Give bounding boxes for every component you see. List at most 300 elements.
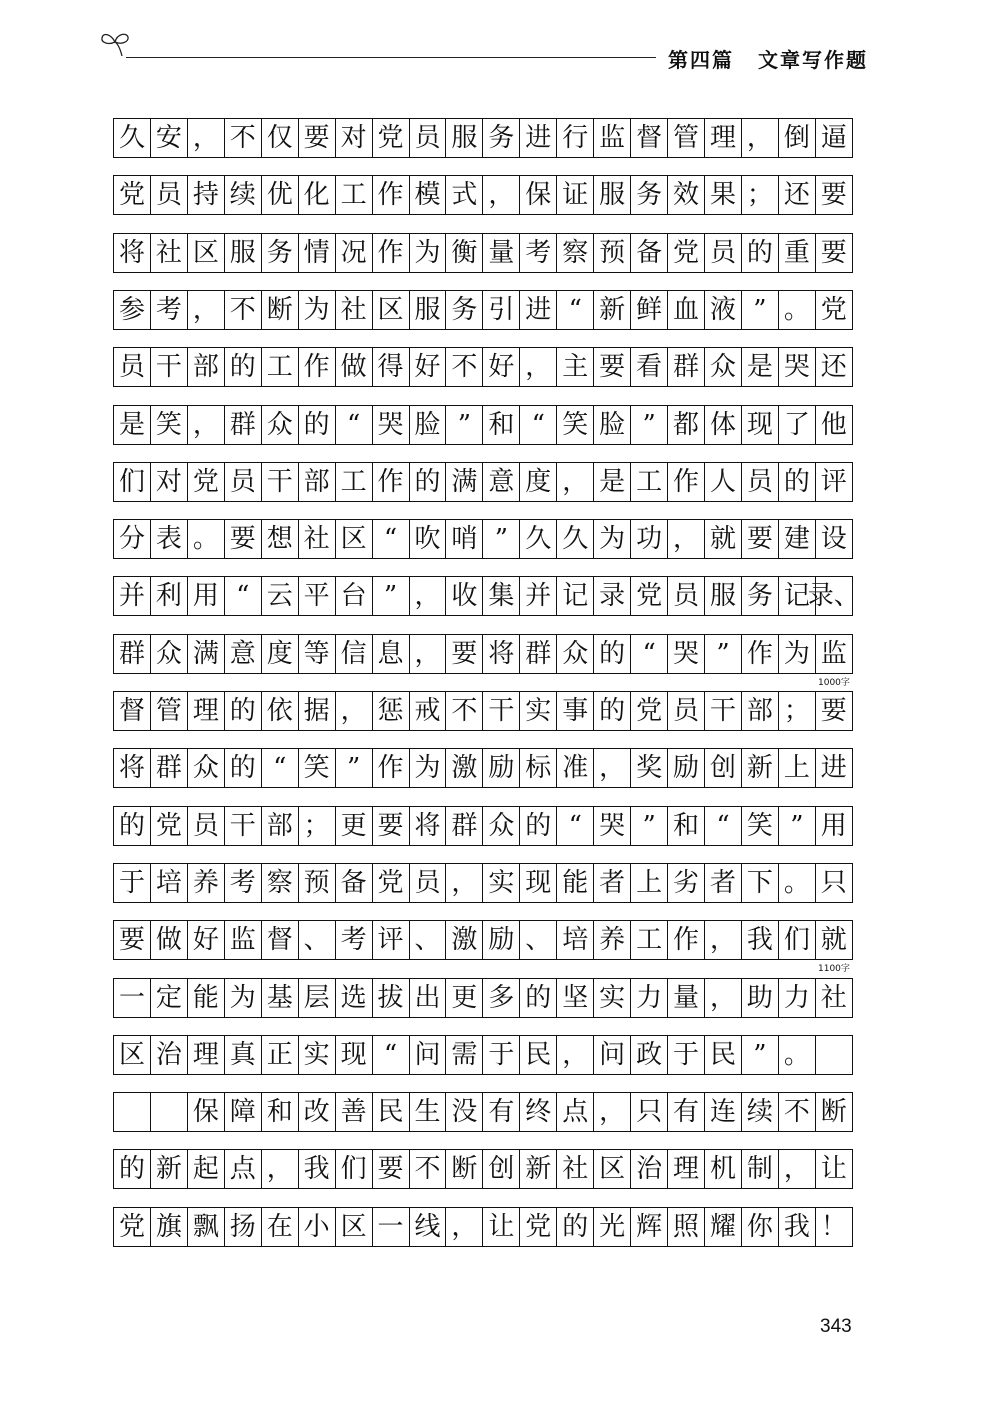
grid-cell: 于: [668, 1036, 705, 1074]
grid-cell: 要: [816, 692, 853, 730]
grid-cell: 创: [483, 1150, 520, 1188]
grid-cell: 服: [410, 291, 447, 329]
grid-cell: 们: [336, 1150, 373, 1188]
grid-cell: 要: [742, 520, 779, 558]
grid-cell: 情: [299, 234, 336, 272]
grid-cell: ，: [446, 864, 483, 902]
grid-cell: 点: [225, 1150, 262, 1188]
grid-cell: 进: [520, 291, 557, 329]
grid-cell: 我: [779, 1208, 816, 1246]
grid-cell: 监: [225, 921, 262, 959]
grid-row: [113, 405, 853, 445]
grid-cell: 不: [446, 348, 483, 386]
grid-cell: 安: [151, 119, 188, 157]
grid-cell: 党: [631, 577, 668, 615]
grid-cell: 为: [410, 749, 447, 787]
grid-cell: 干: [262, 463, 299, 501]
grid-cell: ，: [594, 749, 631, 787]
grid-cell: ”: [446, 406, 483, 444]
grid-cell: 督: [631, 119, 668, 157]
grid-cell: 社: [151, 234, 188, 272]
grid-cell: 要: [816, 234, 853, 272]
grid-cell: 鲜: [631, 291, 668, 329]
grid-cell: 能: [557, 864, 594, 902]
grid-cell: 脸: [594, 406, 631, 444]
grid-cell: 工: [631, 921, 668, 959]
grid-cell: 养: [594, 921, 631, 959]
grid-cell: 要: [446, 635, 483, 673]
grid-cell: 不: [410, 1150, 447, 1188]
grid-cell: 现: [336, 1036, 373, 1074]
grid-cell: 服: [446, 119, 483, 157]
grid-cell: 社: [557, 1150, 594, 1188]
grid-cell: 察: [557, 234, 594, 272]
grid-cell: 飘: [188, 1208, 225, 1246]
grid-cell: ，: [188, 291, 225, 329]
grid-cell: 作: [668, 463, 705, 501]
grid-cell: 你: [742, 1208, 779, 1246]
grid-cell: “: [373, 520, 410, 558]
grid-cell: 了: [779, 406, 816, 444]
grid-cell: “: [225, 577, 262, 615]
grid-row: [113, 1149, 853, 1189]
grid-cell: 参: [114, 291, 151, 329]
grid-cell: ”: [742, 291, 779, 329]
grid-cell: 员: [151, 176, 188, 214]
grid-cell: 、: [299, 921, 336, 959]
grid-cell: 党: [520, 1208, 557, 1246]
grid-cell: 点: [557, 1093, 594, 1131]
grid-cell: 作: [299, 348, 336, 386]
grid-cell: 将: [114, 234, 151, 272]
grid-cell: 录、: [816, 577, 853, 615]
grid-cell: 群: [446, 807, 483, 845]
grid-cell: 区: [373, 291, 410, 329]
grid-cell: 。: [188, 520, 225, 558]
grid-cell: 察: [262, 864, 299, 902]
grid-row: [113, 863, 853, 903]
grid-cell: 改: [299, 1093, 336, 1131]
grid-cell: 群: [151, 749, 188, 787]
grid-cell: 哭: [373, 406, 410, 444]
grid-cell: 果: [705, 176, 742, 214]
grid-cell: 实: [299, 1036, 336, 1074]
grid-row: [113, 806, 853, 846]
grid-cell: 区: [336, 520, 373, 558]
grid-cell: 息: [373, 635, 410, 673]
grid-cell: 意: [483, 463, 520, 501]
grid-cell: 连: [705, 1093, 742, 1131]
grid-cell: 云: [262, 577, 299, 615]
grid-cell: 员: [668, 577, 705, 615]
grid-cell: “: [557, 807, 594, 845]
grid-cell: ”: [631, 406, 668, 444]
grid-cell: 耀: [705, 1208, 742, 1246]
grid-cell: 他: [816, 406, 853, 444]
grid-cell: 分: [114, 520, 151, 558]
grid-cell: 治: [631, 1150, 668, 1188]
grid-cell: 能: [188, 979, 225, 1017]
grid-cell: 务: [483, 119, 520, 157]
grid-cell: 群: [114, 635, 151, 673]
grid-cell: 要: [373, 1150, 410, 1188]
grid-cell: 理: [188, 1036, 225, 1074]
grid-cell: 治: [151, 1036, 188, 1074]
grid-cell: 久: [557, 520, 594, 558]
grid-cell: 新: [742, 749, 779, 787]
grid-cell: ，: [594, 1093, 631, 1131]
grid-cell: 务: [742, 577, 779, 615]
grid-cell: “: [373, 1036, 410, 1074]
grid-cell: 保: [520, 176, 557, 214]
grid-cell: 为: [299, 291, 336, 329]
grid-cell: 工: [336, 463, 373, 501]
grid-cell: 评: [816, 463, 853, 501]
grid-cell: 没: [446, 1093, 483, 1131]
grid-cell: “: [557, 291, 594, 329]
grid-cell: 要: [299, 119, 336, 157]
grid-cell: 力: [631, 979, 668, 1017]
grid-cell: 区: [336, 1208, 373, 1246]
grid-cell: 功: [631, 520, 668, 558]
grid-cell: 模: [410, 176, 447, 214]
grid-cell: 还: [816, 348, 853, 386]
grid-cell: 满: [446, 463, 483, 501]
grid-cell: 据: [299, 692, 336, 730]
grid-cell: 多: [483, 979, 520, 1017]
part-label: 第四篇: [668, 48, 734, 72]
grid-cell: 续: [742, 1093, 779, 1131]
grid-cell: 作: [373, 176, 410, 214]
grid-cell: 笑: [299, 749, 336, 787]
grid-cell: 考: [520, 234, 557, 272]
grid-cell: 政: [631, 1036, 668, 1074]
grid-cell: 。: [779, 1036, 816, 1074]
grid-row: [113, 748, 853, 788]
grid-cell: 等: [299, 635, 336, 673]
grid-cell: 激: [446, 921, 483, 959]
grid-cell: 更: [336, 807, 373, 845]
grid-row: [113, 519, 853, 559]
grid-cell: 笑: [557, 406, 594, 444]
grid-cell: 度: [520, 463, 557, 501]
grid-cell: 服: [594, 176, 631, 214]
chapter-title: 文章写作题: [758, 48, 868, 72]
grid-cell: 小: [299, 1208, 336, 1246]
grid-cell: 好: [188, 921, 225, 959]
grid-cell: 久: [114, 119, 151, 157]
grid-cell: 党: [816, 291, 853, 329]
header-rule: [126, 57, 656, 58]
grid-cell: 记: [557, 577, 594, 615]
grid-cell: 不: [225, 291, 262, 329]
grid-cell: 养: [188, 864, 225, 902]
grid-cell: ”: [705, 635, 742, 673]
grid-cell: 党: [151, 807, 188, 845]
grid-cell: 员: [225, 463, 262, 501]
grid-cell: 者: [705, 864, 742, 902]
grid-cell: 只: [631, 1093, 668, 1131]
grid-cell: 进: [520, 119, 557, 157]
grid-cell: 一: [114, 979, 151, 1017]
grid-cell: 群: [520, 635, 557, 673]
grid-cell: 证: [557, 176, 594, 214]
grid-cell: 的: [520, 979, 557, 1017]
grid-cell: 实: [594, 979, 631, 1017]
grid-cell: 出: [410, 979, 447, 1017]
grid-cell: 表: [151, 520, 188, 558]
grid-cell: 有: [483, 1093, 520, 1131]
grid-cell: ”: [336, 749, 373, 787]
grid-cell: 起: [188, 1150, 225, 1188]
grid-cell: 录: [594, 577, 631, 615]
grid-cell: 式: [446, 176, 483, 214]
grid-cell: 利: [151, 577, 188, 615]
grid-cell: 实: [483, 864, 520, 902]
grid-cell: 务: [446, 291, 483, 329]
grid-cell: 仅: [262, 119, 299, 157]
grid-cell: 让: [816, 1150, 853, 1188]
grid-cell: 哭: [594, 807, 631, 845]
grid-cell: ”: [742, 1036, 779, 1074]
grid-cell: “: [520, 406, 557, 444]
grid-cell: 民: [373, 1093, 410, 1131]
grid-cell: 员: [188, 807, 225, 845]
grid-cell: 民: [705, 1036, 742, 1074]
grid-cell: 重: [779, 234, 816, 272]
grid-cell: 持: [188, 176, 225, 214]
grid-row: [113, 1207, 853, 1247]
grid-row: [113, 1035, 853, 1075]
grid-cell: 众: [483, 807, 520, 845]
grid-cell: 的: [225, 692, 262, 730]
grid-cell: 设: [816, 520, 853, 558]
grid-cell: ，: [188, 119, 225, 157]
grid-cell: 理: [188, 692, 225, 730]
grid-cell: 督: [114, 692, 151, 730]
grid-cell: 定: [151, 979, 188, 1017]
grid-cell: 要: [373, 807, 410, 845]
grid-cell: 问: [410, 1036, 447, 1074]
grid-cell: 不: [225, 119, 262, 157]
grid-cell: 员: [114, 348, 151, 386]
grid-cell: 光: [594, 1208, 631, 1246]
grid-cell: 看: [631, 348, 668, 386]
grid-cell: 党: [114, 1208, 151, 1246]
grid-cell: 主: [557, 348, 594, 386]
grid-cell: 奖: [631, 749, 668, 787]
grid-cell: 党: [631, 692, 668, 730]
grid-cell: 工: [631, 463, 668, 501]
grid-cell: 断: [816, 1093, 853, 1131]
grid-cell: 拔: [373, 979, 410, 1017]
sprout-icon: [100, 26, 130, 56]
grid-cell: 要: [594, 348, 631, 386]
grid-cell: 员: [410, 119, 447, 157]
grid-cell: 社: [816, 979, 853, 1017]
grid-cell: 作: [373, 234, 410, 272]
grid-cell: 事: [557, 692, 594, 730]
grid-row: [113, 576, 860, 616]
grid-cell: 机: [705, 1150, 742, 1188]
grid-cell: 的: [114, 807, 151, 845]
grid-cell: 备: [336, 864, 373, 902]
grid-cell: 旗: [151, 1208, 188, 1246]
grid-cell: 好: [410, 348, 447, 386]
grid-cell: 我: [299, 1150, 336, 1188]
grid-cell: 上: [631, 864, 668, 902]
grid-cell: 于: [114, 864, 151, 902]
grid-cell: 劣: [668, 864, 705, 902]
grid-cell: 的: [299, 406, 336, 444]
grid-cell: 久: [520, 520, 557, 558]
grid-cell: 吹: [410, 520, 447, 558]
grid-cell: 衡: [446, 234, 483, 272]
grid-cell: 量: [668, 979, 705, 1017]
grid-cell: 的: [557, 1208, 594, 1246]
grid-cell: 将: [410, 807, 447, 845]
grid-cell: 助: [742, 979, 779, 1017]
grid-cell: ，: [188, 406, 225, 444]
grid-cell: ，: [557, 463, 594, 501]
grid-cell: 新: [520, 1150, 557, 1188]
grid-cell: 并: [114, 577, 151, 615]
grid-cell: 和: [668, 807, 705, 845]
grid-cell: “: [336, 406, 373, 444]
grid-cell: 依: [262, 692, 299, 730]
grid-cell: 台: [336, 577, 373, 615]
grid-cell: 集: [483, 577, 520, 615]
grid-cell: 众: [557, 635, 594, 673]
grid-cell: 的: [779, 463, 816, 501]
grid-cell: 服: [225, 234, 262, 272]
grid-cell: 作: [668, 921, 705, 959]
grid-cell: 党: [668, 234, 705, 272]
grid-cell: 信: [336, 635, 373, 673]
grid-cell: 党: [114, 176, 151, 214]
grid-cell: 量: [483, 234, 520, 272]
grid-cell: 培: [557, 921, 594, 959]
grid-cell: 评: [373, 921, 410, 959]
grid-cell: 励: [668, 749, 705, 787]
grid-row: [113, 118, 853, 158]
grid-cell: 群: [225, 406, 262, 444]
grid-cell: 。: [779, 864, 816, 902]
grid-cell: 员: [668, 692, 705, 730]
grid-cell: 部: [299, 463, 336, 501]
grid-cell: 人: [705, 463, 742, 501]
grid-cell: 正: [262, 1036, 299, 1074]
grid-cell: 管: [151, 692, 188, 730]
grid-cell: 为: [594, 520, 631, 558]
grid-cell: 戒: [410, 692, 447, 730]
grid-cell: 问: [594, 1036, 631, 1074]
grid-cell: 哭: [779, 348, 816, 386]
grid-cell: 民: [520, 1036, 557, 1074]
grid-cell: ”: [373, 577, 410, 615]
grid-cell: 满: [188, 635, 225, 673]
section-title: [668, 44, 868, 73]
grid-cell: 惩: [373, 692, 410, 730]
grid-cell: 度: [262, 635, 299, 673]
grid-cell: ，: [336, 692, 373, 730]
grid-cell: ，: [262, 1150, 299, 1188]
grid-cell: 为: [225, 979, 262, 1017]
grid-cell: “: [705, 807, 742, 845]
grid-cell: ；: [779, 692, 816, 730]
grid-cell: 力: [779, 979, 816, 1017]
grid-cell: 员: [742, 463, 779, 501]
grid-cell: 生: [410, 1093, 447, 1131]
grid-cell: 将: [483, 635, 520, 673]
grid-cell: ”: [779, 807, 816, 845]
grid-cell: ，: [483, 176, 520, 214]
grid-cell: 的: [520, 807, 557, 845]
grid-cell: 用: [816, 807, 853, 845]
grid-cell: 收: [446, 577, 483, 615]
grid-cell: 况: [336, 234, 373, 272]
grid-cell: 党: [373, 119, 410, 157]
grid-cell: 化: [299, 176, 336, 214]
grid-cell: 干: [151, 348, 188, 386]
grid-cell: 要: [816, 176, 853, 214]
grid-cell: ，: [668, 520, 705, 558]
grid-cell: ；: [742, 176, 779, 214]
grid-cell: 管: [668, 119, 705, 157]
grid-cell: 的: [410, 463, 447, 501]
grid-cell: 断: [446, 1150, 483, 1188]
grid-cell: 们: [779, 921, 816, 959]
grid-cell: 在: [262, 1208, 299, 1246]
grid-cell: ，: [520, 348, 557, 386]
grid-cell: 现: [742, 406, 779, 444]
grid-cell: 记: [779, 577, 816, 615]
grid-cell: ”: [483, 520, 520, 558]
grid-row: [113, 978, 853, 1018]
grid-cell: 理: [668, 1150, 705, 1188]
grid-row: [113, 634, 853, 674]
grid-cell: 得: [373, 348, 410, 386]
grid-cell: 保: [188, 1093, 225, 1131]
grid-cell: 是: [742, 348, 779, 386]
grid-cell: 下: [742, 864, 779, 902]
grid-cell: 坚: [557, 979, 594, 1017]
grid-cell: ，: [410, 635, 447, 673]
grid-cell: 我: [742, 921, 779, 959]
grid-cell: 工: [262, 348, 299, 386]
grid-cell: 。: [779, 291, 816, 329]
grid-cell: 善: [336, 1093, 373, 1131]
grid-cell: 干: [483, 692, 520, 730]
grid-cell: 理: [705, 119, 742, 157]
grid-cell: 作: [373, 463, 410, 501]
grid-cell: ，: [705, 921, 742, 959]
grid-cell: 是: [114, 406, 151, 444]
grid-cell: ！: [816, 1208, 853, 1246]
grid-cell: 们: [114, 463, 151, 501]
grid-cell: 一: [373, 1208, 410, 1246]
grid-cell: 做: [336, 348, 373, 386]
grid-cell: 员: [705, 234, 742, 272]
grid-cell: ”: [631, 807, 668, 845]
grid-cell: 对: [336, 119, 373, 157]
grid-cell: 平: [299, 577, 336, 615]
grid-cell: 社: [299, 520, 336, 558]
grid-cell: 激: [446, 749, 483, 787]
grid-cell: ，: [742, 119, 779, 157]
grid-row: [113, 920, 853, 960]
grid-cell: 行: [557, 119, 594, 157]
